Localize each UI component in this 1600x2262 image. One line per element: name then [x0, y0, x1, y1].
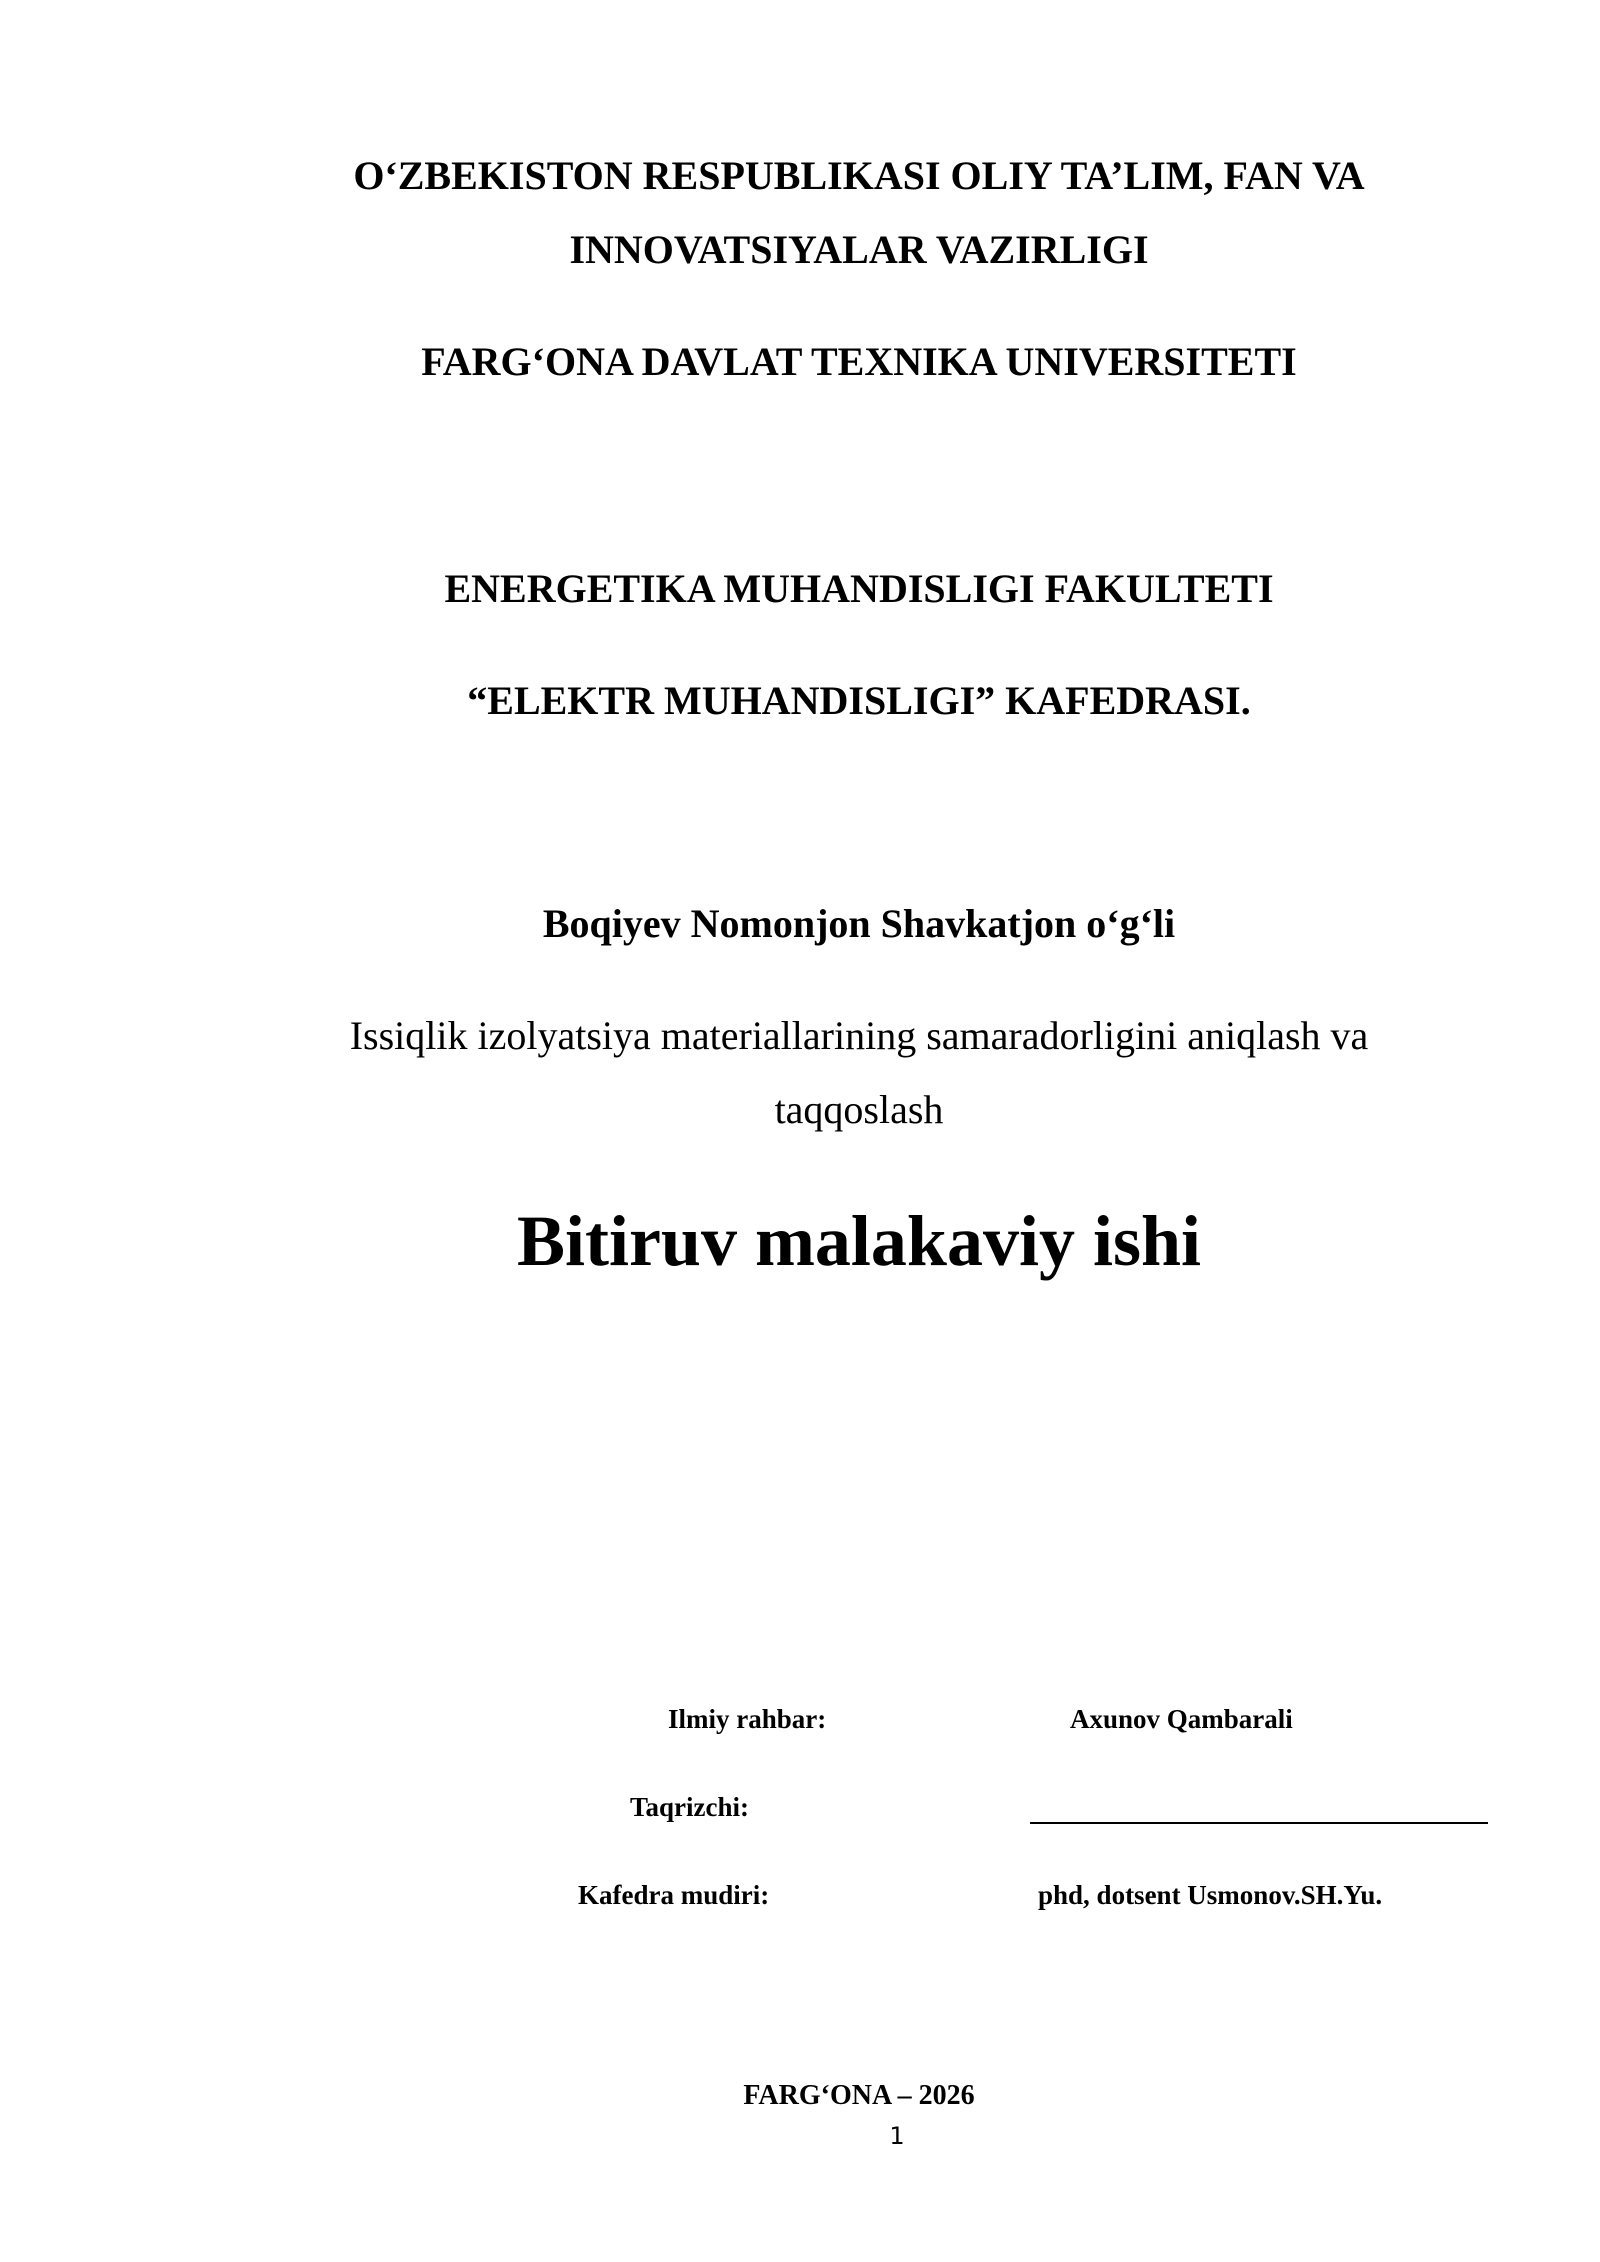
topic-line-2: taqqoslash	[774, 1087, 944, 1132]
university-name: FARG‘ONA DAVLAT TEXNIKA UNIVERSITETI	[421, 339, 1297, 384]
reviewer-label: Taqrizchi:	[630, 1792, 750, 1822]
author-name: Boqiyev Nomonjon Shavkatjon o‘g‘li	[542, 901, 1176, 946]
chair-name: “ELEKTR MUHANDISLIGI” KAFEDRASI.	[467, 678, 1251, 723]
page-number: 1	[889, 2122, 905, 2150]
ministry-line-1: O‘ZBEKISTON RESPUBLIKASI OLIY TA’LIM, FAN VA	[353, 153, 1365, 198]
work-type-title: Bitiruv malakaviy ishi	[516, 1201, 1202, 1281]
supervisor-value: Axunov Qambarali	[1070, 1704, 1293, 1734]
topic-line-1: Issiqlik izolyatsiya materiallarining samaradorligini aniqlash va	[349, 1013, 1369, 1058]
head-value: phd, dotsent Usmonov.SH.Yu.	[1038, 1880, 1383, 1910]
ministry-line-2: INNOVATSIYALAR VAZIRLIGI	[569, 227, 1149, 272]
supervisor-label: Ilmiy rahbar:	[668, 1704, 827, 1734]
reviewer-signature-line	[1030, 1822, 1488, 1824]
faculty-name: ENERGETIKA MUHANDISLIGI FAKULTETI	[444, 566, 1274, 611]
place-year: FARG‘ONA – 2026	[743, 2080, 975, 2111]
head-label: Kafedra mudiri:	[578, 1880, 770, 1910]
